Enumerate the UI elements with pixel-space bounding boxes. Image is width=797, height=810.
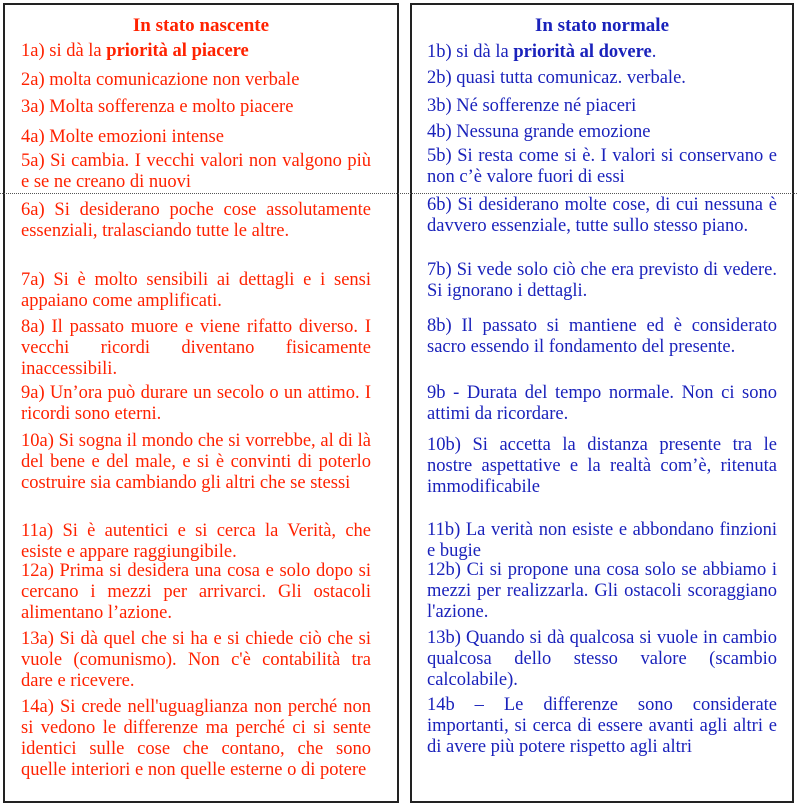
item-text: 8a) Il passato muore e viene rifatto diverso. I vecchi ricordi diventano fisicamente inaccessibili. (21, 317, 371, 379)
right-item (427, 628, 777, 691)
right-item (427, 520, 777, 562)
left-item (21, 431, 371, 494)
left-item (21, 561, 371, 624)
item-text: 11b) La verità non esiste e abbondano finzioni e bugie (427, 520, 777, 561)
item-text: 4a) Molte emozioni intense (21, 127, 224, 147)
item-text: 1b) si dà la (427, 42, 514, 62)
right-item (427, 316, 777, 358)
item-text: 7a) Si è molto sensibili ai dettagli e i sensi appaiano come amplificati. (21, 270, 371, 311)
left-item (21, 270, 371, 312)
left-column-nascent-state (3, 3, 399, 803)
left-item (21, 383, 371, 425)
item-text: 3b) Né sofferenze né piaceri (427, 96, 637, 116)
item-text: 13a) Si dà quel che si ha e si chiede ciò che si vuole (comunismo). Non c'è contabilità tra dare e ricevere. (21, 629, 371, 691)
right-item (427, 68, 777, 89)
item-text: 1a) si dà la (21, 41, 107, 61)
item-text: 10b) Si accetta la distanza presente tra le nostre aspettative e la realtà com’è, ritenuta immodificabile (427, 435, 777, 497)
item-text: 9a) Un’ora può durare un secolo o un attimo. I ricordi sono eterni. (21, 383, 371, 424)
item-text: 6a) Si desiderano poche cose assolutamente essenziali, tralasciando tutte le altre. (21, 200, 371, 241)
right-item (427, 383, 777, 425)
item-bold-text: priorità al dovere (513, 42, 652, 62)
left-item (21, 70, 371, 91)
left-column-title: In stato nascente (132, 15, 270, 36)
right-item (427, 260, 777, 302)
left-item (21, 521, 371, 563)
left-item (21, 200, 371, 242)
right-item (427, 146, 777, 188)
right-item (427, 435, 777, 498)
left-item (21, 127, 371, 148)
item-text: 13b) Quando si dà qualcosa si vuole in cambio qualcosa dello stesso valore (scambio calcolabile). (427, 628, 777, 690)
item-text: 5a) Si cambia. I vecchi valori non valgono più e se ne creano di nuovi (21, 151, 371, 192)
right-item (427, 96, 777, 117)
item-text: 10a) Si sogna il mondo che si vorrebbe, al di là del bene e del male, e si è convinti di poterlo costruire sia cambiando gli altri che se stessi (21, 431, 371, 493)
left-item (21, 317, 371, 380)
item-text: 3a) Molta sofferenza e molto piacere (21, 97, 294, 117)
left-item (21, 41, 371, 62)
right-column-normal-state (410, 3, 794, 803)
item-text: 14a) Si crede nell'uguaglianza non perché non si vedono le differenze ma perché ci si sente identici sulle cose che contano, che sono quelle interiori e non quelle esterne o di potere (21, 697, 371, 780)
item-text: 6b) Si desiderano molte cose, di cui nessuna è davvero essenziale, tutte sullo stesso piano. (427, 195, 777, 236)
item-text: 12a) Prima si desidera una cosa e solo dopo si cercano i mezzi per arrivarci. Gli ostacoli alimentano l’azione. (21, 561, 371, 623)
item-text: 11a) Si è autentici e si cerca la Verità, che esiste e appare raggiungibile. (21, 521, 371, 562)
right-item (427, 42, 777, 63)
left-item (21, 697, 371, 781)
item-text-end: . (651, 42, 657, 62)
item-text: 14b – Le differenze sono considerate importanti, si cerca di essere avanti agli altri e di avere più potere rispetto agli altri (427, 695, 777, 757)
left-item (21, 151, 371, 193)
item-text: 2a) molta comunicazione non verbale (21, 70, 300, 90)
item-text: 7b) Si vede solo ciò che era previsto di vedere. Si ignorano i dettagli. (427, 260, 777, 301)
dotted-divider-line (0, 193, 797, 194)
right-item (427, 122, 777, 143)
left-item (21, 97, 371, 118)
right-item (427, 560, 777, 623)
right-column-title: In stato normale (534, 15, 670, 36)
left-item (21, 629, 371, 692)
item-text: 5b) Si resta come si è. I valori si conservano e non c’è valore fuori di essi (427, 146, 777, 187)
item-text: 2b) quasi tutta comunicaz. verbale. (427, 68, 686, 88)
item-text: 4b) Nessuna grande emozione (427, 122, 651, 142)
right-item (427, 695, 777, 758)
item-text: 8b) Il passato si mantiene ed è considerato sacro essendo il fondamento del presente. (427, 316, 777, 357)
item-text: 9b - Durata del tempo normale. Non ci sono attimi da ricordare. (427, 383, 777, 424)
item-text: 12b) Ci si propone una cosa solo se abbiamo i mezzi per realizzarla. Gli ostacoli scoraggiano l'azione. (427, 560, 777, 622)
item-bold-text: priorità al piacere (106, 41, 249, 61)
right-item (427, 195, 777, 237)
